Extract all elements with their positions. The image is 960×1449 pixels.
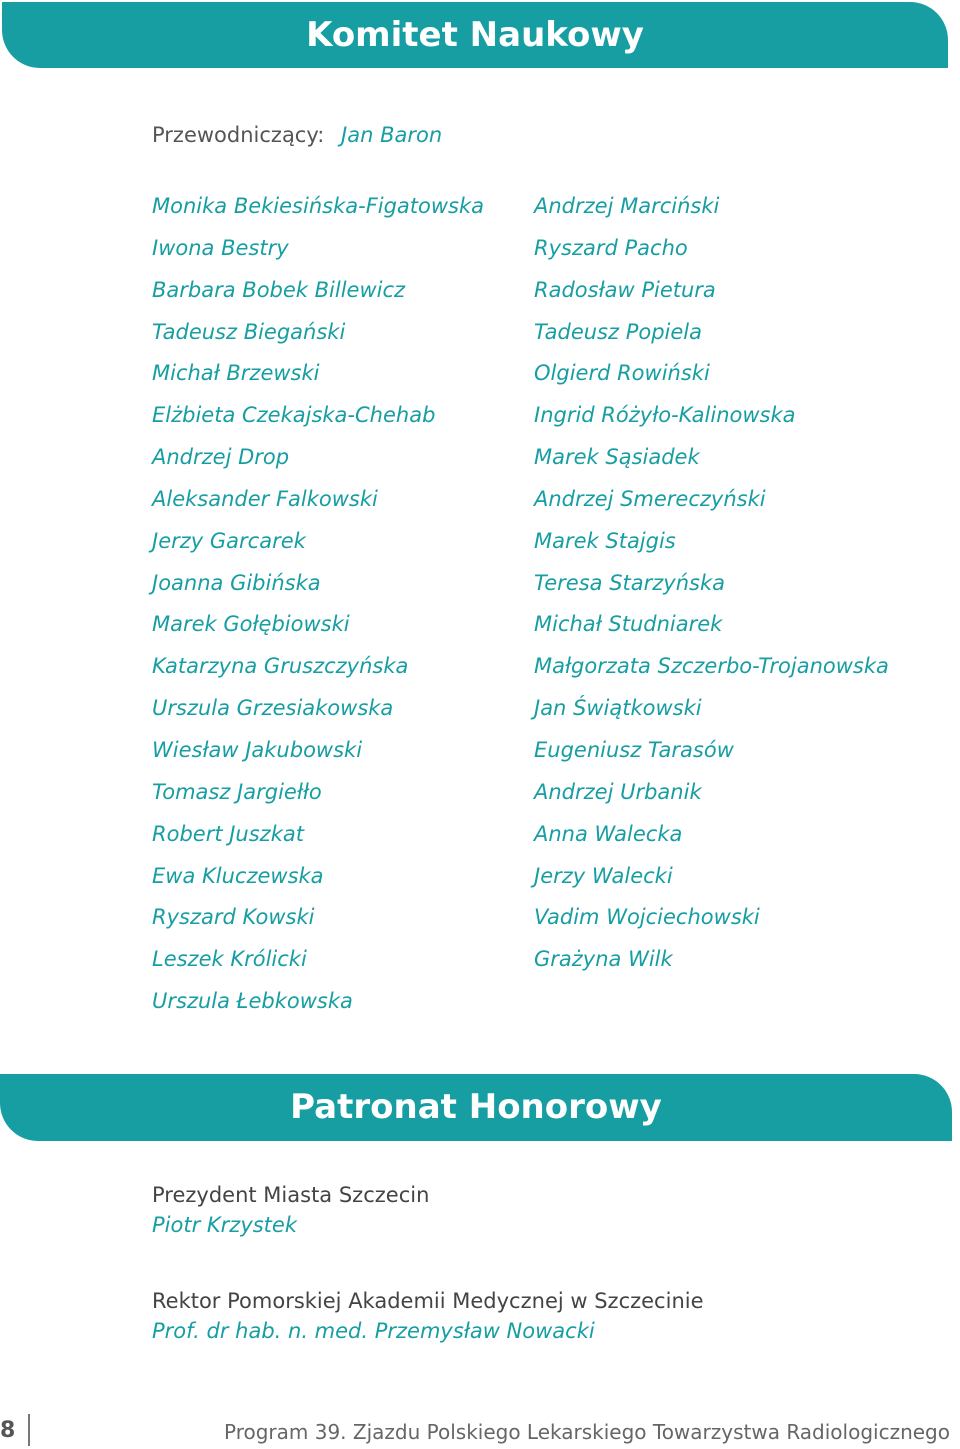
footer-divider: [28, 1414, 30, 1446]
committee-banner: [2, 2, 948, 68]
page-number: 8: [0, 1418, 16, 1443]
member-name: Radosław Pietura: [534, 277, 716, 302]
member-name: Vadim Wojciechowski: [534, 905, 760, 930]
member-name: Jerzy Walecki: [534, 863, 673, 888]
patron-person: Piotr Krzystek: [152, 1213, 298, 1237]
member-name: Małgorzata Szczerbo-Trojanowska: [534, 654, 889, 679]
member-name: Tadeusz Popiela: [534, 319, 702, 344]
member-name: Robert Juszkat: [152, 821, 304, 846]
member-name: Andrzej Urbanik: [534, 779, 702, 804]
member-name: Elżbieta Czekajska-Chehab: [152, 403, 436, 428]
member-name: Grażyna Wilk: [534, 947, 673, 972]
member-name: Andrzej Drop: [152, 445, 290, 470]
patron-entry: [152, 1286, 704, 1346]
member-name: Ryszard Pacho: [534, 235, 688, 260]
member-name: Michał Brzewski: [152, 361, 320, 386]
member-name: Ryszard Kowski: [152, 905, 315, 930]
member-name: Marek Gołębiowski: [152, 612, 350, 637]
member-name: Barbara Bobek Billewicz: [152, 277, 406, 302]
chair-label: Przewodniczący:: [152, 123, 325, 147]
member-name: Teresa Starzyńska: [534, 570, 725, 595]
member-name: Ewa Kluczewska: [152, 863, 324, 888]
member-name: Andrzej Smereczyński: [534, 486, 766, 511]
member-name: Leszek Królicki: [152, 947, 307, 972]
patronage-banner: [0, 1074, 952, 1141]
footer-program-title: Program 39. Zjazdu Polskiego Lekarskiego Towarzystwa Radiologicznego: [223, 1420, 950, 1444]
member-name: Tadeusz Biegański: [152, 319, 346, 344]
members-list-left: [152, 190, 484, 1027]
member-name: Katarzyna Gruszczyńska: [152, 654, 409, 679]
member-name: Joanna Gibińska: [152, 570, 321, 595]
patron-entry: [152, 1180, 429, 1240]
member-name: Eugeniusz Tarasów: [534, 737, 734, 762]
member-name: Wiesław Jakubowski: [152, 737, 363, 762]
member-name: Iwona Bestry: [152, 235, 289, 260]
member-name: Andrzej Marciński: [534, 194, 720, 218]
patron-role: Prezydent Miasta Szczecin: [152, 1183, 430, 1207]
member-name: Urszula Łebkowska: [152, 989, 353, 1014]
patronage-title: Patronat Honorowy: [290, 1087, 662, 1127]
chair-name: Jan Baron: [341, 123, 443, 147]
members-list-right: [534, 190, 889, 985]
member-name: Aleksander Falkowski: [152, 486, 378, 511]
member-name: Ingrid Różyło-Kalinowska: [534, 403, 796, 428]
member-name: Anna Walecka: [534, 821, 683, 846]
member-name: Jan Świątkowski: [534, 696, 702, 721]
patron-person: Prof. dr hab. n. med. Przemysław Nowacki: [152, 1319, 595, 1343]
patron-role: Rektor Pomorskiej Akademii Medycznej w Szczecinie: [152, 1289, 704, 1313]
chair-line: [152, 121, 442, 149]
member-name: Urszula Grzesiakowska: [152, 696, 394, 721]
member-name: Monika Bekiesińska-Figatowska: [152, 194, 485, 218]
member-name: Tomasz Jargiełło: [152, 779, 322, 804]
member-name: Olgierd Rowiński: [534, 361, 710, 386]
member-name: Marek Sąsiadek: [534, 445, 700, 470]
member-name: Marek Stajgis: [534, 528, 676, 553]
member-name: Jerzy Garcarek: [152, 528, 306, 553]
member-name: Michał Studniarek: [534, 612, 723, 637]
committee-title: Komitet Naukowy: [306, 15, 644, 55]
